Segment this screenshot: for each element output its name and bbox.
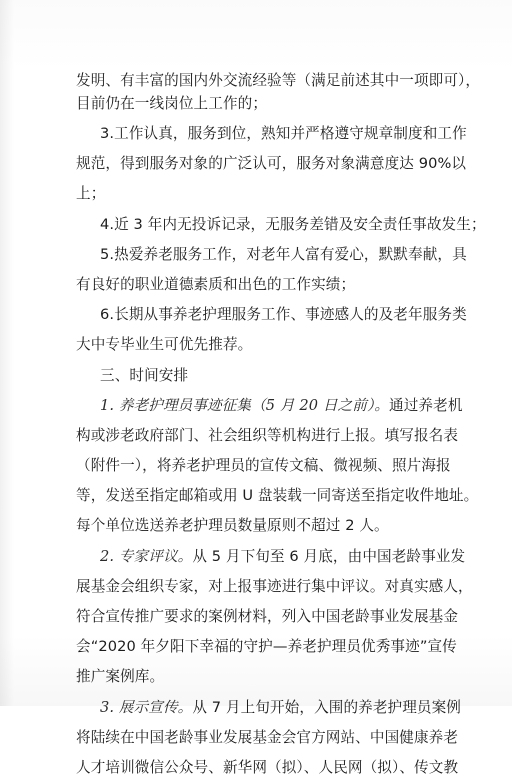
body-text: 展基金会组织专家，对上报事迹进行集中评议。对真实感人，	[76, 578, 473, 595]
body-text: 上；	[76, 185, 106, 202]
body-text: 从 7 月上旬开始，入围的养老护理员案例	[192, 699, 462, 716]
body-text: （附件一），将养老护理员的宣传文稿、微视频、照片海报	[76, 457, 451, 474]
body-text: 6.长期从事养老护理服务工作、事迹感人的及老年服务类	[100, 306, 467, 323]
body-text: 将陆续在中国老龄事业发展基金会官方网站、中国健康养老	[76, 729, 459, 746]
text-line	[100, 397, 463, 415]
body-text: 三、时间安排	[100, 367, 189, 384]
text-line	[76, 72, 480, 90]
text-line	[100, 216, 486, 234]
text-line	[76, 427, 458, 445]
body-text: 有良好的职业道德素质和出色的工作实绩；	[76, 276, 356, 293]
text-line	[100, 699, 461, 717]
text-line	[76, 95, 267, 113]
text-line	[76, 729, 458, 747]
body-text: 等，发送至指定邮箱或用 U 盘装载一同寄送至指定收件地址。	[76, 487, 479, 504]
text-line	[76, 457, 451, 475]
text-line	[100, 246, 467, 264]
body-text: 构或涉老政府部门、社会组织等机构进行上报。填写报名表	[76, 427, 459, 444]
text-line	[76, 578, 473, 596]
body-text: 每个单位选送养老护理员数量原则不超过 2 人。	[76, 517, 389, 534]
text-line	[76, 487, 478, 505]
body-text: 大中专毕业生可优先推荐。	[76, 336, 253, 353]
text-line	[76, 336, 252, 354]
text-line	[76, 155, 466, 173]
subheading-text: 3. 展示宣传。	[100, 699, 193, 716]
text-line	[100, 548, 465, 566]
body-text: 人才培训微信公众号、新华网（拟）、人民网（拟）、传文教	[76, 759, 459, 776]
body-text: 规范，得到服务对象的广泛认可，服务对象满意度达 90%以	[76, 155, 467, 172]
text-line	[76, 668, 164, 686]
text-line	[76, 638, 457, 656]
body-text: 目前仍在一线岗位上工作的；	[76, 95, 268, 112]
body-text: 3.工作认真，服务到位，熟知并严格遵守规章制度和工作	[100, 125, 467, 142]
text-line	[76, 517, 389, 535]
body-text: 符合宣传推广要求的案例材料，列入中国老龄事业发展基金	[76, 608, 459, 625]
body-text: 推广案例库。	[76, 668, 165, 685]
text-line	[76, 276, 355, 294]
text-line	[76, 185, 105, 203]
body-text: 通过养老机	[389, 397, 463, 414]
body-text: 从 5 月下旬至 6 月底，由中国老龄事业发	[192, 548, 466, 565]
subheading-text: 2. 专家评议。	[100, 548, 193, 565]
body-text: 会“2020 年夕阳下幸福的守护—养老护理员优秀事迹”宣传	[76, 638, 457, 655]
text-line	[76, 759, 458, 777]
body-text: 5.热爱养老服务工作，对老年人富有爱心，默默奉献，具	[100, 246, 467, 263]
body-text: 发明、有丰富的国内外交流经验等（满足前述其中一项即可），	[76, 72, 481, 89]
text-line	[100, 367, 188, 385]
text-line	[76, 608, 458, 626]
text-line	[100, 306, 467, 324]
body-text: 4.近 3 年内无投诉记录，无服务差错及安全责任事故发生；	[100, 216, 486, 233]
text-line	[100, 125, 467, 143]
subheading-text: 1. 养老护理员事迹征集（5 月 20 日之前）。	[100, 397, 390, 414]
scan-edge-shadow	[0, 0, 14, 706]
